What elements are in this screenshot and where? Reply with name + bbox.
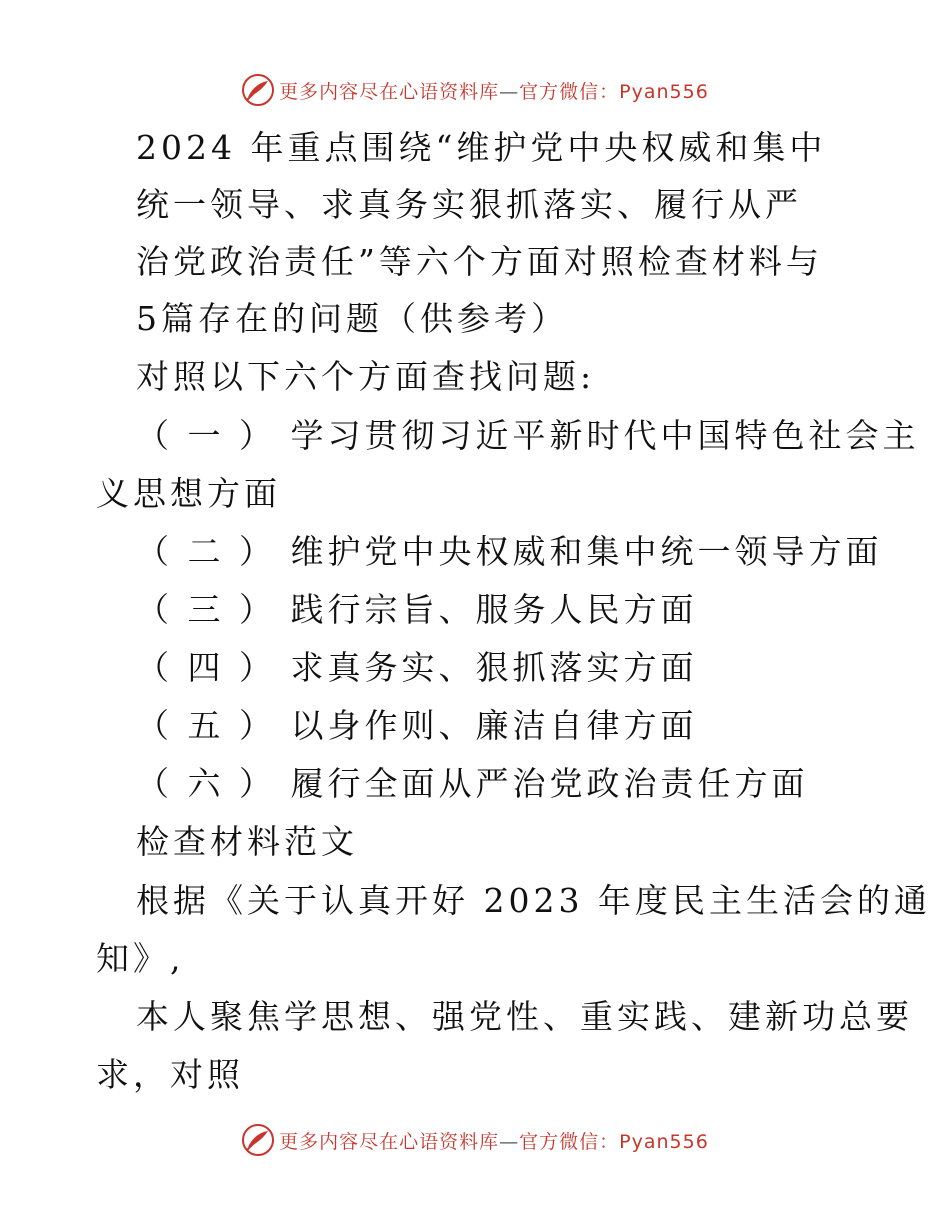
- aspect-3: （ 三 ） 践行宗旨、服务人民方面: [136, 590, 698, 629]
- quill-seal-logo-icon: [241, 1123, 275, 1157]
- aspect-2: （ 二 ） 维护党中央权威和集中统一领导方面: [136, 532, 883, 571]
- section-heading: 检查材料范文: [136, 822, 358, 861]
- title-line-3: 治党政治责任”等六个方面对照检查材料与: [136, 242, 823, 281]
- title-line-1: 2024 年重点围绕“维护党中央权威和集中: [136, 128, 827, 167]
- paragraph-1-line-1: 根据《关于认真开好 2023 年度民主生活会的通: [136, 881, 931, 920]
- footer-banner-account: 官方微信：Pyan556: [519, 1130, 709, 1153]
- title-line-2: 统一领导、求真务实狠抓落实、履行从严: [136, 185, 802, 224]
- footer-banner-text: 更多内容尽在心语资料库—官方微信：Pyan556: [279, 1130, 709, 1153]
- aspect-4: （ 四 ） 求真务实、狠抓落实方面: [136, 648, 698, 687]
- aspect-5: （ 五 ） 以身作则、廉洁自律方面: [136, 706, 698, 745]
- header-banner-account: 官方微信：Pyan556: [519, 80, 709, 103]
- aspect-1-line-1: （ 一 ） 学习贯彻习近平新时代中国特色社会主: [136, 416, 920, 455]
- header-banner-text: 更多内容尽在心语资料库—官方微信：Pyan556: [279, 80, 709, 103]
- paragraph-1-line-2: 知》,: [96, 939, 185, 978]
- paragraph-2-line-2: 求，对照: [96, 1055, 244, 1094]
- quill-seal-logo-icon: [241, 73, 275, 107]
- aspect-1-line-2: 义思想方面: [96, 474, 281, 513]
- title-line-4: 5篇存在的问题（供参考）: [136, 299, 568, 338]
- paragraph-2-line-1: 本人聚焦学思想、强党性、重实践、建新功总要: [136, 997, 913, 1036]
- aspect-6: （ 六 ） 履行全面从严治党政治责任方面: [136, 764, 809, 803]
- header-banner: [0, 70, 950, 110]
- footer-banner: [0, 1120, 950, 1160]
- intro-text: 对照以下六个方面查找问题:: [136, 357, 596, 396]
